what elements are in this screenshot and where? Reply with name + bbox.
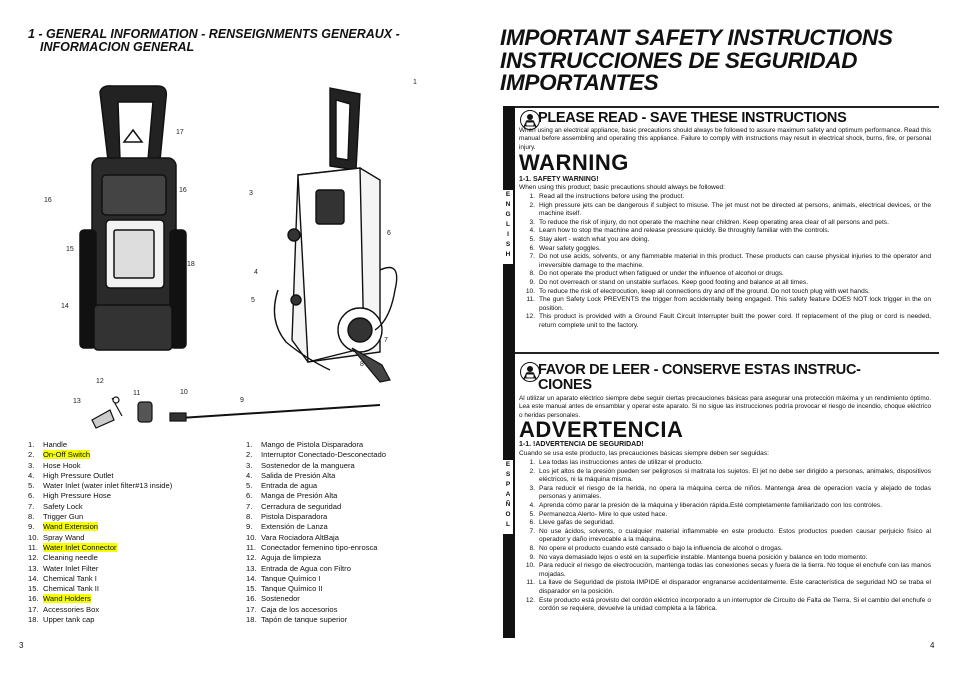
list-item: 5. Stay alert - watch what you are doing. <box>529 235 650 243</box>
list-item: 2. High pressure jets can be dangerous if subject to misuse. The jet must not be directed at persons, animals, electrical devices, or the machine itself. <box>529 201 931 218</box>
english-header: PLEASE READ - SAVE THESE INSTRUCTIONS <box>538 110 847 126</box>
pressure-washer-illustration <box>30 80 430 440</box>
english-intro: When using an electrical appliance, basic precautions should always be followed to assure maximum safety and optimum performance. Read this manual before assembling and operating this appliance. Failure to comply with instructions may result in electrical shock, burns, fire, or personal injury. <box>519 127 931 151</box>
spanish-intro: Al utilizar un aparato eléctrico siempre debe seguir ciertas precauciones básicas para asegurar una protección máxima y un rendimiento óptimo. Lea este manual antes de ensamblar y operar este aparato. Si no sigue las instrucciones podría provocar el riesgo de incendio, choque eléctrico o heridas personales. <box>519 395 931 419</box>
list-item: 6. Wear safety goggles. <box>529 244 601 252</box>
part-row: 6. Manga de Presión Alta <box>246 491 338 501</box>
page-number-left: 3 <box>19 641 24 650</box>
part-row: 11. Conectador femenino tipo-enrosca <box>246 542 378 552</box>
callout-4: 4 <box>254 269 258 276</box>
callout-13: 13 <box>73 398 81 405</box>
part-row: 14. Tanque Químico I <box>246 573 321 583</box>
part-row: 6. High Pressure Hose <box>28 491 111 501</box>
language-label-spanish: E S P A Ñ O L <box>503 460 513 534</box>
list-item: 2. Los jet altos de la presión pueden ser peligrosos si maltrata los sujetos. El jet no debe ser dirigido a personas, animales, dispositivos eléctricos, ni la máquina misma. <box>529 467 931 484</box>
part-row: 15. Tanque Químico II <box>246 584 323 594</box>
list-item: 6. Lleve gafas de seguridad. <box>529 519 615 527</box>
english-subheading: 1-1. SAFETY WARNING! <box>519 176 599 183</box>
list-item: 1. Lea todas las instrucciones antes de utilizar el producto. <box>529 459 703 466</box>
english-lead: When using this product; basic precautions should always be followed: <box>519 184 725 191</box>
list-item: 10. To reduce the risk of electrocution, keep all connections dry and off the ground. Do not touch plug with wet hands. <box>525 287 870 295</box>
spanish-top-rule <box>507 352 939 354</box>
english-safety-list <box>519 193 931 331</box>
list-item: 4. Learn how to stop the machine and release pressure quickly. Be throughly familiar with the controls. <box>529 227 830 235</box>
accessories-drawing <box>92 348 390 428</box>
list-item: 7. Do not use acids, solvents, or any flammable material in this product. These products can cause physical injuries to the operator and irreversible damage to the machine. <box>529 253 931 269</box>
front-view-drawing <box>274 88 396 370</box>
part-row: 17. Accessories Box <box>28 604 100 614</box>
part-row: 12. Cleaning needle <box>28 553 98 563</box>
section-title <box>28 28 408 54</box>
part-row: 11. Water Inlet Connector <box>28 542 117 552</box>
part-row: 18. Upper tank cap <box>28 615 95 625</box>
page-number-right: 4 <box>930 641 935 650</box>
part-row: 13. Water Inlet Filter <box>28 563 99 573</box>
part-row: 8. Pistola Disparadora <box>246 512 328 522</box>
spanish-header-line-1: FAVOR DE LEER - CONSERVE ESTAS INSTRUC- <box>538 362 861 378</box>
part-row: 16. Wand Holders <box>28 594 91 604</box>
parts-list-english <box>28 440 172 625</box>
language-label-english: E N G L I S H <box>503 190 513 264</box>
callout-10: 10 <box>180 389 188 396</box>
title-line-2: INSTRUCCIONES DE SEGURIDAD <box>500 47 858 73</box>
callout-14: 14 <box>61 303 69 310</box>
list-item: 5. Permanezca Alerto- Mire lo que usted hace. <box>529 510 668 518</box>
list-item: 10. Para reducir el riesgo de electrocución, mantenga todas las conexiones secas y fuera de la tierra. No toque el enchufe con las manos mojadas. <box>525 562 931 578</box>
title-line-3: IMPORTANTES <box>500 70 659 95</box>
spanish-lead: Cuando se usa este producto, las precauciones básicas siempre deben ser seguidas: <box>519 450 769 457</box>
part-row: 5. Entrada de agua <box>246 481 318 491</box>
back-view-drawing <box>80 86 186 350</box>
list-item: 11. La llave de Seguridad de pistola IMPIDE el disparador engranarse accidentalmente. Este característica de seguridad NO se traba el disparador en la posición. <box>526 579 931 595</box>
part-row: 9. Wand Extension <box>28 522 99 532</box>
list-item: 8. No opere el producto cuando esté cansado o bajo la influencia de alcohol o drogas. <box>529 544 783 552</box>
callout-3: 3 <box>249 190 253 197</box>
part-row: 17. Caja de los accesorios <box>246 604 338 614</box>
part-row: 4. Salida de Presión Alta <box>246 470 336 480</box>
section-title-line-1: 1 - GENERAL INFORMATION - RENSEIGNMENTS GENERAUX - <box>28 27 400 41</box>
list-item: 8. Do not operate the product when fatigued or under the influence of alcohol or drugs. <box>529 270 784 278</box>
list-item: 7. No use ácidos, solvents, o cualquier material inflammable en este producto. Estos productos pueden causar perjuicio físico al operador y daño irrevocable a la máquina. <box>529 527 931 544</box>
part-row: 14. Chemical Tank I <box>28 573 97 583</box>
part-row: 1. Mango de Pistola Disparadora <box>246 440 364 449</box>
callout-15: 15 <box>66 246 74 253</box>
title-line-1: IMPORTANT SAFETY INSTRUCTIONS <box>500 25 893 50</box>
reading-person-icon <box>520 362 540 382</box>
part-row: 12. Aguja de limpieza <box>246 553 321 563</box>
spanish-header-line-2: CIONES <box>538 377 592 393</box>
page-title <box>500 27 940 95</box>
callout-16-left: 16 <box>44 197 52 204</box>
part-row: 10. Spray Wand <box>28 532 85 542</box>
part-row: 15. Chemical Tank II <box>28 584 99 594</box>
part-row: 7. Safety Lock <box>28 501 83 511</box>
callout-12: 12 <box>96 378 104 385</box>
part-row: 3. Hose Hook <box>28 460 81 470</box>
part-row: 3. Sostenedor de la manguera <box>246 460 355 470</box>
part-row: 7. Cerradura de seguridad <box>246 501 342 511</box>
part-row: 9. Extensión de Lanza <box>246 522 328 532</box>
callout-7: 7 <box>384 337 388 344</box>
advertencia-title: ADVERTENCIA <box>519 417 684 442</box>
section-title-line-2: INFORMACION GENERAL <box>40 40 195 54</box>
list-item: 9. Do not overreach or stand on unstable surfaces. Keep good footing and balance at all times. <box>529 278 809 286</box>
callout-18: 18 <box>187 261 195 268</box>
part-row: 16. Sostenedor <box>246 594 300 604</box>
callout-9: 9 <box>240 397 244 404</box>
spanish-safety-list <box>519 459 931 614</box>
part-row: 13. Entrada de Agua con Filtro <box>246 563 351 573</box>
part-row: 10. Vara Rociadora AltBaja <box>246 532 339 542</box>
part-row: 1. Handle <box>28 440 68 449</box>
list-item: 3. To reduce the risk of injury, do not operate the machine near children. Keep operating area clear of all persons and pets. <box>529 218 889 226</box>
part-row: 2. On-Off Switch <box>28 450 91 460</box>
english-sidebar <box>503 106 515 352</box>
spanish-subheading: 1-1. !ADVERTENCIA DE SEGURIDAD! <box>519 441 644 448</box>
part-row: 5. Water Inlet (water inlet filter#13 inside) <box>28 481 173 491</box>
callout-16-right: 16 <box>179 187 187 194</box>
part-row: 2. Interruptor Conectado-Desconectado <box>246 450 386 460</box>
part-row: 4. High Pressure Outlet <box>28 470 114 480</box>
list-item: 9. No vaya demasiado lejos o esté en la superficie instable. Mantenga buena posición y balance en todo momento. <box>529 553 868 561</box>
list-item: 3. Para reducir el riesgo de la herida, no opera la máquina cerca de niños. Mantenga área de operacion vacía y alejado de todas personas y animales. <box>529 484 931 501</box>
english-top-rule <box>507 106 939 108</box>
list-item: 4. Aprenda cómo parar la presión de la máquina y liberación rápida.Esté completamente familiarizado con los controles. <box>529 501 883 509</box>
list-item: 1. Read all the instructions before using the product. <box>529 193 685 200</box>
callout-1: 1 <box>413 79 417 86</box>
spanish-sidebar <box>503 352 515 638</box>
part-row: 18. Tapón de tanque superior <box>246 615 348 625</box>
callout-17: 17 <box>176 129 184 136</box>
callout-11: 11 <box>133 390 141 397</box>
parts-list-spanish <box>246 440 386 625</box>
callout-5: 5 <box>251 297 255 304</box>
callout-6: 6 <box>387 230 391 237</box>
warning-title: WARNING <box>519 150 629 175</box>
list-item: 12. Este producto está provisto del cordón eléctrico incorporado a un interruptor de Circuito de Falta de Tierra. Si el cambio del enchufe o cordón se requiere, devuelve la unidad completa a la fábrica. <box>525 596 931 613</box>
list-item: 12. This product is provided with a Ground Fault Circuit Interrupter built the power cord. If replacement of the plug or cord is needed, return complete unit to the factory. <box>525 313 931 329</box>
list-item: 11. The gun Safety Lock PREVENTS the trigger from accidentally being engaged. This safety feature DOES NOT lock trigger in the on position. <box>526 296 931 312</box>
part-row: 8. Trigger Gun <box>28 512 84 522</box>
callout-8: 8 <box>360 361 364 368</box>
